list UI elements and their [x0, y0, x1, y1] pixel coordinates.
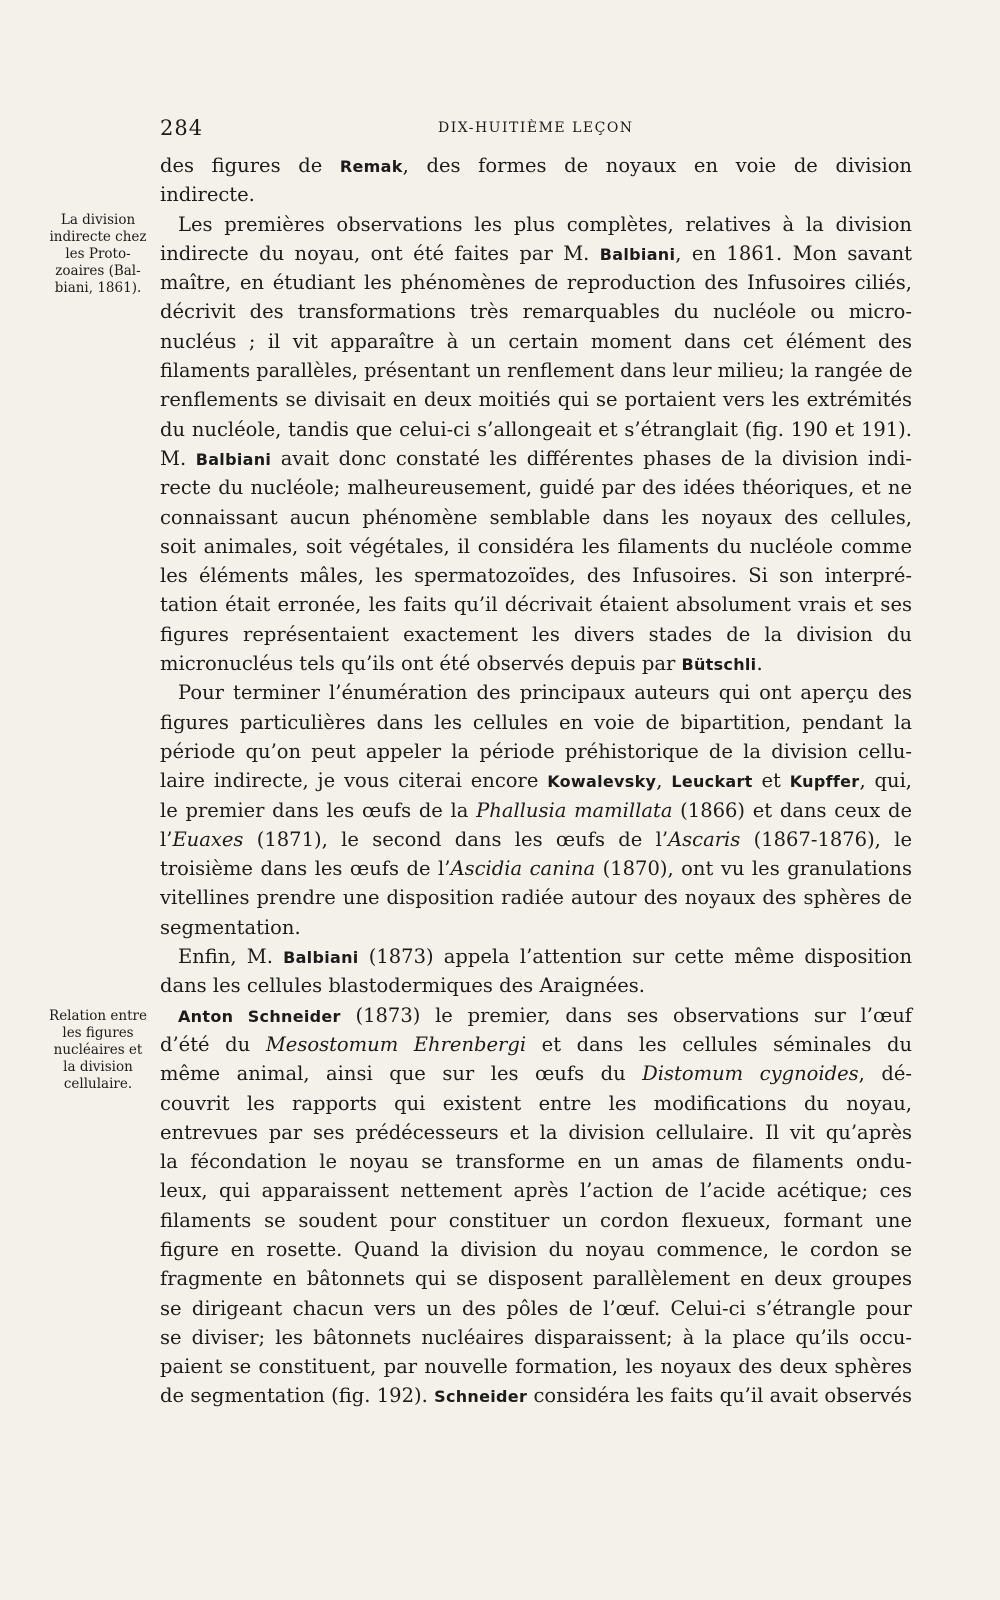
- text-line: laire indirecte, je vous citerai encore Kowalevsky, Leuckart et Kupffer, qui,: [160, 769, 912, 793]
- margin-note-line: indirecte chez: [49, 229, 147, 245]
- text-line: Anton Schneider (1873) le premier, dans ses observations sur l’œuf: [178, 1003, 912, 1027]
- text-line: Pour terminer l’énumération des principaux auteurs qui ont aperçu des: [178, 681, 912, 705]
- text-line: entrevues par ses prédécesseurs et la division cellulaire. Il vit qu’après: [160, 1120, 912, 1144]
- text-line: recte du nucléole; malheureusement, guidé par des idées théoriques, et ne: [160, 476, 912, 500]
- text-line: micronucléus tels qu’ils ont été observés depuis par Bütschli.: [160, 652, 763, 676]
- text-line: maître, en étudiant les phénomènes de reproduction des Infusoires ciliés,: [160, 271, 912, 295]
- species-name: Distomum cygnoides: [642, 1062, 859, 1086]
- author-name: Schneider: [434, 1387, 528, 1407]
- text-line: couvrit les rapports qui existent entre les modifications du noyau,: [160, 1091, 912, 1115]
- author-name: Bütschli: [681, 655, 757, 675]
- body-text: [160, 151, 912, 1411]
- margin-note-protozoa: [42, 212, 154, 297]
- text-line: figures représentaient exactement les divers stades de la division du: [160, 622, 912, 646]
- author-name: Anton Schneider: [178, 1006, 341, 1026]
- author-name: Kowalevsky: [547, 772, 657, 792]
- margin-note-line: Relation entre: [49, 1008, 147, 1024]
- text-line: troisième dans les œufs de l’Ascidia canina (1870), ont vu les granulations: [160, 857, 912, 881]
- text-line: soit animales, soit végétales, il considéra les filaments du nucléole comme: [160, 534, 912, 558]
- text-line: renflements se divisait en deux moitiés qui se portaient vers les extrémités: [160, 388, 912, 412]
- species-name: Mesostomum Ehrenbergi: [265, 1032, 527, 1056]
- author-name: Balbiani: [195, 449, 272, 469]
- text-line: vitellines prendre une disposition radiée autour des noyaux des sphères de: [160, 886, 912, 910]
- text-line: nucléus ; il vit apparaître à un certain moment dans cet élément des: [160, 329, 912, 353]
- text-line: fragmente en bâtonnets qui se disposent parallèlement en deux groupes: [160, 1267, 912, 1291]
- margin-note-line: biani, 1861).: [54, 280, 142, 296]
- text-line: se diviser; les bâtonnets nucléaires disparaissent; à la place qu’ils occu-: [160, 1325, 912, 1349]
- text-line: figure en rosette. Quand la division du noyau commence, le cordon se: [160, 1237, 912, 1261]
- text-line: même animal, ainsi que sur les œufs du Distomum cygnoides, dé-: [160, 1062, 912, 1086]
- species-name: Phallusia mamillata: [476, 798, 673, 822]
- text-line: du nucléole, tandis que celui-ci s’allongeait et s’étranglait (fig. 190 et 191).: [160, 417, 912, 441]
- text-line: décrivit des transformations très remarquables du nucléole ou micro-: [160, 300, 912, 324]
- text-line: période qu’on peut appeler la période préhistorique de la division cellu-: [160, 739, 912, 763]
- text-line: connaissant aucun phénomène semblable dans les noyaux des cellules,: [160, 505, 912, 529]
- margin-note-line: la division: [63, 1059, 133, 1075]
- text-line: se dirigeant chacun vers un des pôles de l’œuf. Celui-ci s’étrangle pour: [160, 1296, 912, 1320]
- text-line: indirecte.: [160, 183, 255, 207]
- text-line: segmentation.: [160, 915, 301, 939]
- text-line: dans les cellules blastodermiques des Araignées.: [160, 974, 645, 998]
- text-line: indirecte du noyau, ont été faites par M. Balbiani, en 1861. Mon savant: [160, 241, 912, 265]
- margin-note-line: les figures: [62, 1025, 134, 1041]
- author-name: Kupffer: [789, 772, 860, 792]
- margin-note-line: La division: [60, 212, 136, 228]
- text-line: filaments parallèles, présentant un renflement dans leur milieu; la rangée de: [160, 359, 913, 383]
- text-line: le premier dans les œufs de la Phallusia mamillata (1866) et dans ceux de: [160, 798, 912, 822]
- page-number: 284: [160, 116, 204, 140]
- text-line: paient se constituent, par nouvelle formation, les noyaux des deux sphères: [160, 1355, 912, 1379]
- text-line: les éléments mâles, les spermatozoïdes, des Infusoires. Si son interpré-: [160, 564, 912, 588]
- species-name: Ascaris: [668, 827, 741, 851]
- species-name: Euaxes: [172, 827, 244, 851]
- text-line: des figures de Remak, des formes de noyaux en voie de division: [160, 154, 912, 177]
- text-line: filaments se soudent pour constituer un cordon flexueux, formant une: [160, 1208, 912, 1232]
- author-name: Balbiani: [599, 244, 676, 264]
- text-line: la fécondation le noyau se transforme en un amas de filaments ondu-: [160, 1150, 912, 1174]
- author-name: Remak: [339, 157, 403, 176]
- author-name: Leuckart: [671, 772, 753, 792]
- margin-note-line: les Proto-: [65, 246, 131, 262]
- text-line: Les premières observations les plus complètes, relatives à la division: [178, 212, 912, 236]
- text-line: figures particulières dans les cellules en voie de bipartition, pendant la: [160, 710, 912, 734]
- text-line: d’été du Mesostomum Ehrenbergi et dans les cellules séminales du: [160, 1032, 912, 1056]
- margin-note-line: cellulaire.: [63, 1076, 133, 1092]
- species-name: Ascidia canina: [450, 857, 596, 881]
- text-line: M. Balbiani avait donc constaté les différentes phases de la division indi-: [160, 446, 912, 470]
- text-line: Enfin, M. Balbiani (1873) appela l’attention sur cette même disposition: [178, 945, 912, 969]
- text-line: l’Euaxes (1871), le second dans les œufs de l’Ascaris (1867-1876), le: [160, 827, 912, 851]
- text-line: de segmentation (fig. 192). Schneider considéra les faits qu’il avait observés: [160, 1384, 912, 1408]
- margin-note-nuclear-figures: [42, 1008, 154, 1093]
- text-line: leux, qui apparaissent nettement après l’action de l’acide acétique; ces: [160, 1179, 912, 1203]
- author-name: Balbiani: [283, 948, 359, 968]
- margin-note-line: nucléaires et: [53, 1042, 143, 1058]
- text-line: tation était erronée, les faits qu’il décrivait étaient absolument vrais et ses: [160, 593, 912, 617]
- margin-note-line: zoaires (Bal-: [55, 263, 141, 279]
- page-header: [160, 116, 912, 146]
- running-title: DIX-HUITIÈME LEÇON: [438, 120, 634, 136]
